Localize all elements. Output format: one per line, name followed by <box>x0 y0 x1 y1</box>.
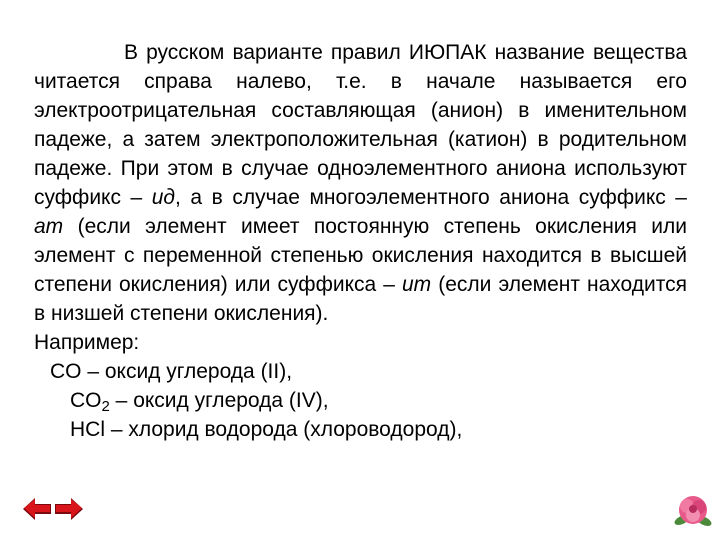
back-button[interactable] <box>22 496 52 522</box>
rule-paragraph <box>34 38 687 328</box>
co2-formula: CO <box>70 389 102 412</box>
forward-button[interactable] <box>54 496 84 522</box>
example-co: CO – оксид углерода (II), <box>50 360 293 383</box>
rose-decoration <box>672 490 714 530</box>
co2-subscript: 2 <box>101 398 110 415</box>
arrow-left-icon <box>22 496 52 522</box>
co2-name: – оксид углерода (IV), <box>109 389 329 412</box>
suffix-id: ид <box>151 186 176 209</box>
arrow-right-icon <box>54 496 84 522</box>
example-heading: Например: <box>34 331 140 354</box>
rose-icon <box>672 490 714 530</box>
example-hcl: HCl – хлорид водорода (хлороводород), <box>70 418 463 441</box>
slide-body <box>34 38 687 444</box>
end-text: (если элемент находится в низшей степени окисления). <box>34 273 688 325</box>
slide-navigation <box>22 496 86 522</box>
mid-text-2: (если элемент имеет постоянную степень окисления или элемент с переменной степенью окисления находится в высшей степени окисления) или суффикса – <box>34 215 687 296</box>
suffix-at: ат <box>34 215 64 238</box>
example-co2 <box>34 386 687 415</box>
suffix-it: ит <box>401 273 432 296</box>
mid-text-1: , а в случае многоэлементного аниона суффикс – <box>175 186 687 209</box>
intro-text: В русском варианте правил ИЮПАК название вещества читается справа налево, т.е. в начале называется его электроотрицательная составляющая (анион) в именительном падеже, а затем электроположительная (катион) в родительном падеже. При этом в случае одноэлементного аниона используют суффикс – <box>34 41 687 209</box>
